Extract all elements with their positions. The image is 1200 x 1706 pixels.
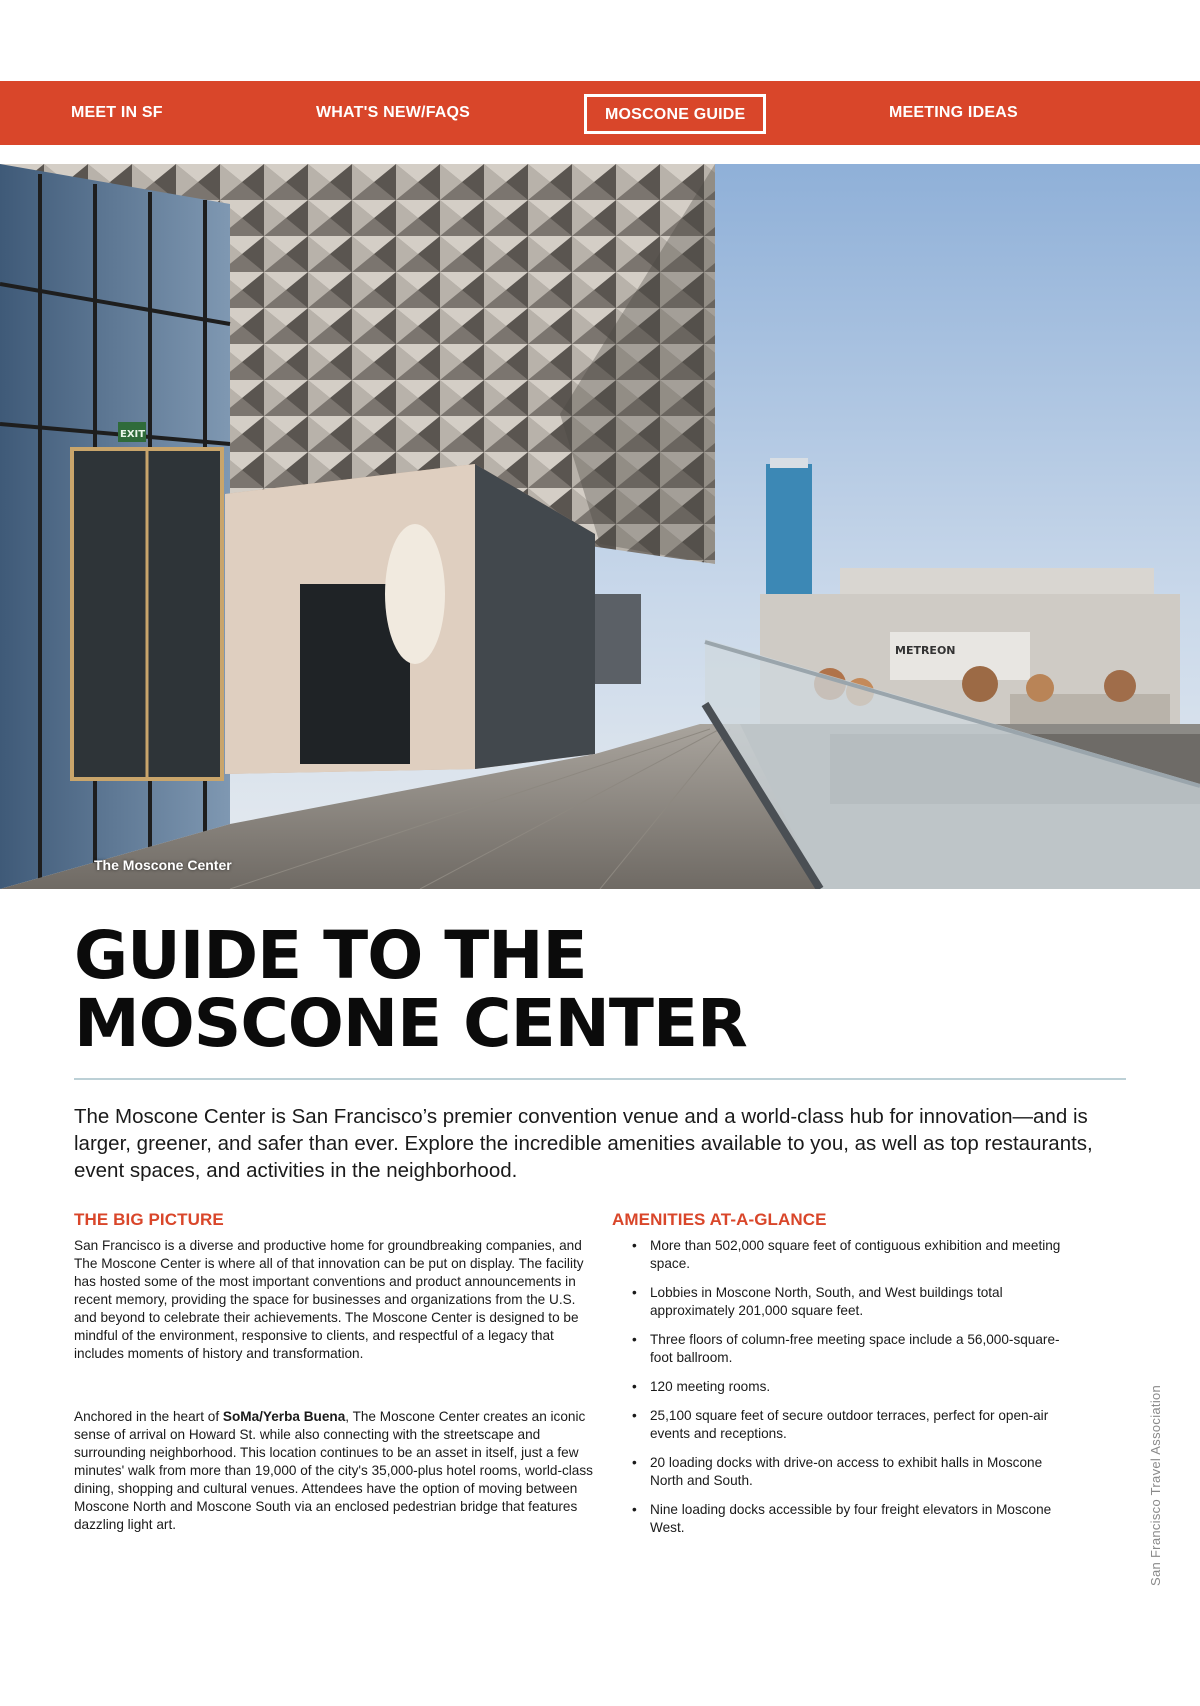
- list-item: • Lobbies in Moscone North, South, and West buildings total approximately 201,000 square feet.: [632, 1285, 1003, 1318]
- page-title: [74, 917, 1124, 1062]
- page-title-line-2: MOSCONE CENTER: [74, 985, 747, 1062]
- para2-rest: , The Moscone Center creates an iconic sense of arrival on Howard St. while also connecting with the streetscape and surrounding neighborhood. This location continues to be an asset in itself, just a few minutes' walk from more than 19,000 of the city's 35,000-plus hotel rooms, world-class dining, shopping and cultural venues. Attendees have the option of moving between Moscone North and Moscone South via an enclosed pedestrian bridge that features dazzling light art.: [74, 1409, 593, 1532]
- bullet-icon: •: [632, 1408, 637, 1423]
- nav-moscone-guide[interactable]: MOSCONE GUIDE: [584, 94, 766, 134]
- hero-photo: [0, 164, 1200, 889]
- bullet-icon: •: [632, 1332, 637, 1347]
- bullet-icon: •: [632, 1238, 637, 1253]
- side-credit: San Francisco Travel Association: [1148, 1384, 1163, 1586]
- nav-whats-new-faqs[interactable]: WHAT'S NEW/FAQS: [316, 104, 471, 121]
- page-title-line-1: GUIDE TO THE: [74, 917, 587, 994]
- list-item: • 120 meeting rooms.: [632, 1379, 771, 1394]
- para2-lead: Anchored in the heart of: [74, 1409, 223, 1424]
- big-picture-heading: THE BIG PICTURE: [74, 1210, 224, 1229]
- list-item: • 25,100 square feet of secure outdoor terraces, perfect for open-air events and receptions.: [632, 1408, 1049, 1441]
- soma-yerba-buena: SoMa/Yerba Buena: [222, 1409, 346, 1424]
- list-item: • 20 loading docks with drive-on access to exhibit halls in Moscone North and South.: [632, 1455, 1043, 1488]
- exit-sign: EXIT: [120, 429, 146, 440]
- bullet-icon: •: [632, 1379, 637, 1394]
- big-picture-paragraph-1: San Francisco is a diverse and productive home for groundbreaking companies, and The Moscone Center is where all of that innovation can be put on display. The facility has hosted some of the most important conventions and product announcements in recent memory, providing the space for businesses and organizations from the U.S. and beyond to celebrate their achievements. The Moscone Center is designed to be mindful of the environment, responsive to clients, and respectful of a legacy that includes moments of history and transformation.: [74, 1238, 584, 1361]
- list-item: • More than 502,000 square feet of contiguous exhibition and meeting space.: [632, 1238, 1061, 1271]
- list-item: • Nine loading docks accessible by four freight elevators in Moscone West.: [632, 1502, 1052, 1535]
- hero-caption: The Moscone Center: [94, 857, 232, 873]
- nav-meet-in-sf[interactable]: MEET IN SF: [71, 104, 163, 121]
- metreon-sign: METREON: [895, 644, 956, 657]
- bullet-icon: •: [632, 1502, 637, 1517]
- list-item: • Three floors of column-free meeting space include a 56,000-square-foot ballroom.: [632, 1332, 1060, 1365]
- big-picture-paragraph-2: [74, 1408, 594, 1534]
- bullet-icon: •: [632, 1455, 637, 1470]
- nav-meeting-ideas[interactable]: MEETING IDEAS: [889, 104, 1018, 121]
- amenities-heading: AMENITIES AT-A-GLANCE: [612, 1210, 827, 1229]
- bullet-icon: •: [632, 1285, 637, 1300]
- title-divider: [74, 1078, 1126, 1080]
- amenities-list: [626, 1237, 1076, 1548]
- intro-paragraph: The Moscone Center is San Francisco’s premier convention venue and a world-class hub for innovation—and is larger, greener, and safer than ever. Explore the incredible amenities available to you, as well as top restaurants, event spaces, and activities in the neighborhood.: [74, 1105, 1093, 1182]
- top-nav: [0, 81, 1200, 145]
